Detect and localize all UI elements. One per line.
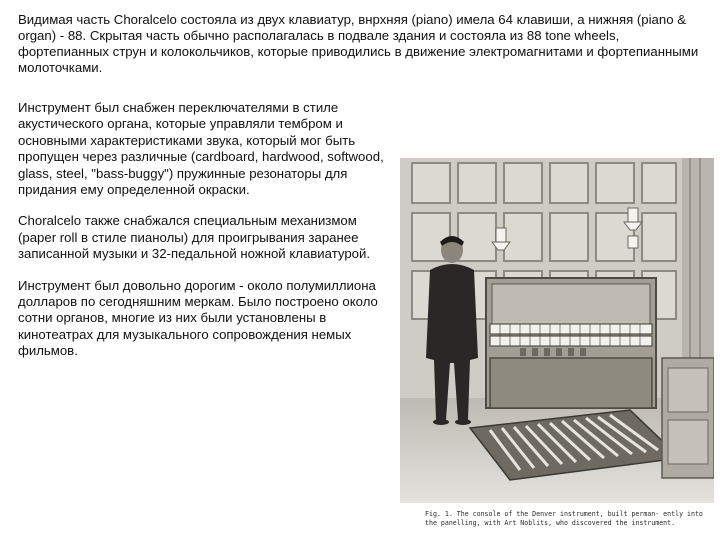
paragraph-price: Инструмент был довольно дорогим - около полумиллиона долларов по сегодняшним меркам. Было построено около сотни органов, многие из них были установлены в кинотеатрах для музыкального сопровождения немых фильмов. xyxy=(18,277,378,359)
paragraph-paper-roll: Choralcelo также снабжался специальным механизмом (paper roll в стиле пианолы) для проигрывания заранее записанной музыки и 32-педальной ножной клавиатурой. xyxy=(18,213,371,262)
paragraph-stops: Инструмент был снабжен переключателями в стиле акустического органа, которые управляли тембром и основными характеристиками звука, который мог быть пропущен через различные (cardboard, hardwood, softwood, glass, steel, "bass-buggy") пружинные резонаторы для придания ему определенной окраски. xyxy=(18,100,384,198)
photo-illustration xyxy=(400,158,714,503)
organ-console xyxy=(486,278,656,408)
text-column xyxy=(18,100,388,375)
choralcelo-photo xyxy=(400,158,714,503)
intro-paragraph: Видимая часть Choralcelo состояла из двух клавиатур, внрхняя (piano) имела 64 клавиши, а нижняя (piano & organ) - 88. Скрытая часть обычно располагалась в подвале здания и состояла из 88 tone wheels, фортепианных струн и колокольчиков, которые приводились в движение электромагнитами и фортепианными молоточками. xyxy=(18,12,699,75)
photo-caption: Fig. 1. The console of the Denver instrument, built perman- ently into the panelling, with Art Noblits, who discovered the instrument. xyxy=(425,510,703,527)
